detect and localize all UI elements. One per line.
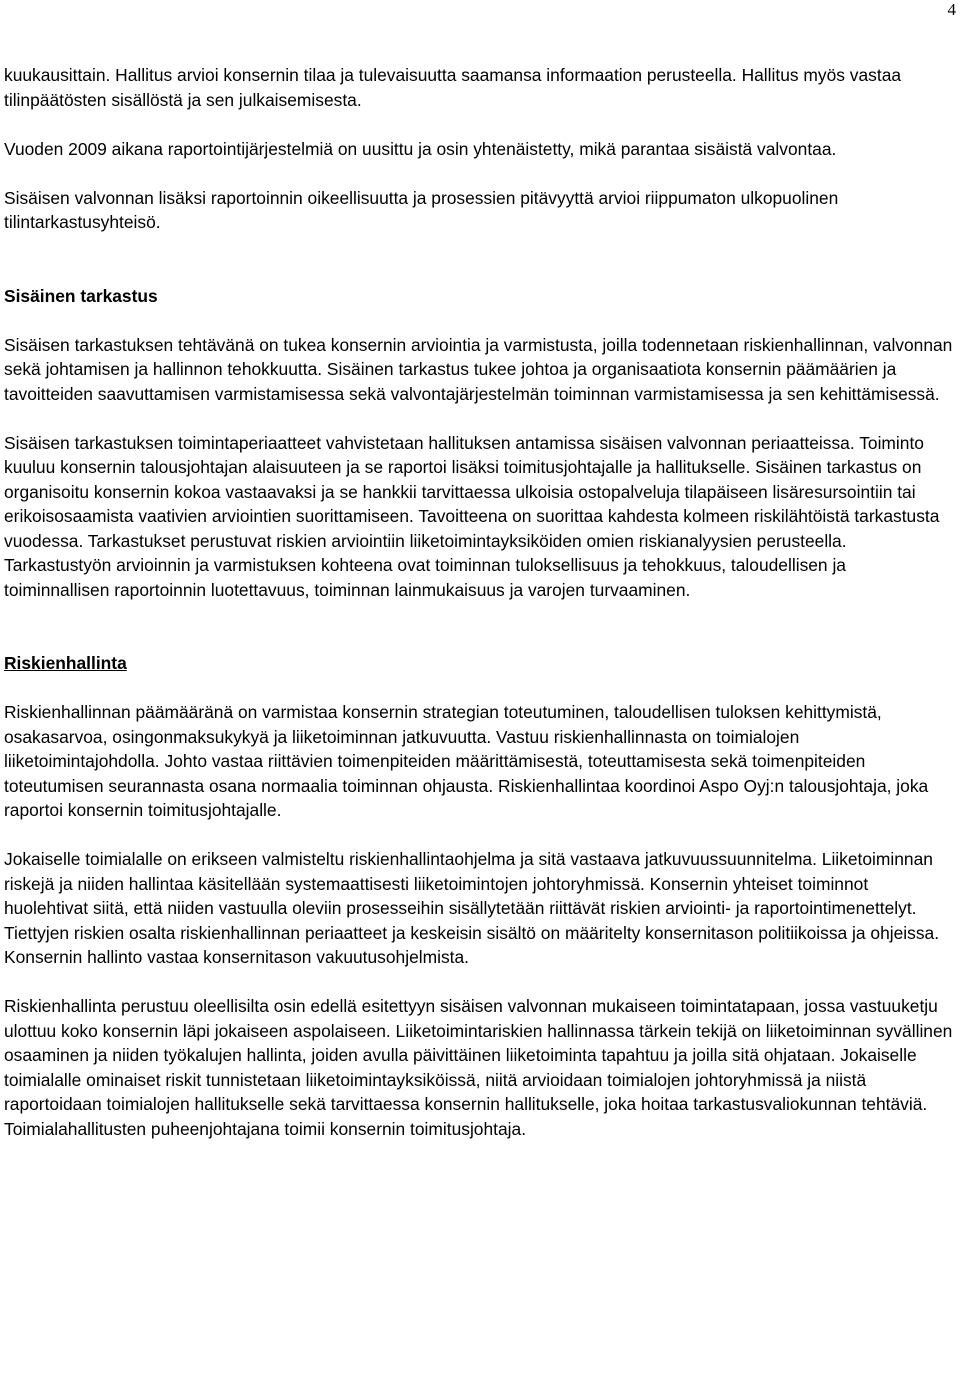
paragraph-reporting-systems: Vuoden 2009 aikana raportointijärjestelmiä on uusittu ja osin yhtenäistetty, mikä parantaa sisäistä valvontaa. xyxy=(4,138,837,159)
paragraph-risk-management-basis: Riskienhallinta perustuu oleellisilta osin edellä esitettyyn sisäisen valvonnan mukaiseen toimintatapaan, jossa vastuuketju ulottuu koko konsernin läpi jokaiseen aspolaiseen. Liiketoimintariskien hallinnassa tärkein tekijä on liiketoiminnan syvällinen osaaminen ja niiden työkalujen hallinta, joiden avulla päivittäinen liiketoiminta tapahtuu ja joilla sitä ohjataan. Jokaiselle toimialalle ominaiset riskit tunnistetaan liiketoimintayksiköissä, niitä arvioidaan toimialojen johtoryhmissä ja niistä raportoidaan toimialojen hallitukselle sekä tarvittaessa konsernin hallitukselle, joka hoitaa tarkastusvaliokunnan tehtäviä. Toimialahallitusten puheenjohtajana toimii konsernin toimitusjohtaja. xyxy=(4,996,953,1139)
paragraph-external-audit: Sisäisen valvonnan lisäksi raportoinnin oikeellisuutta ja prosessien pitävyyttä arvioi riippumaton ulkopuolinen tilintarkastusyhteisö. xyxy=(4,187,839,232)
paragraph-risk-management-program: Jokaiselle toimialalle on erikseen valmisteltu riskienhallintaohjelma ja sitä vastaava jatkuvuussuunnitelma. Liiketoiminnan riskejä ja niiden hallintaa käsitellään systemaattisesti liiketoimintojen johtoryhmissä. Konsernin yhteiset toiminnot huolehtivat siitä, että niiden vastuulla oleviin prosesseihin sisällytetään riittävät riskien arviointi- ja raportointimenettelyt. Tiettyjen riskien osalta riskienhallinnan periaatteet ja keskeisin sisältö on määritelty konsernitason politiikoissa ja ohjeissa. Konsernin hallinto vastaa konsernitason vakuutusohjelmista. xyxy=(4,849,940,967)
page-number: 4 xyxy=(947,0,956,19)
heading-risk-management: Riskienhallinta xyxy=(4,653,127,673)
paragraph-risk-management-goal: Riskienhallinnan päämääränä on varmistaa konsernin strategian toteutuminen, taloudellisen tuloksen kehittymistä, osakasarvoa, osingonmaksukykyä ja liiketoiminnan jatkuvuutta. Vastuu riskienhallinnasta on toimialojen liiketoimintajohdolla. Johto vastaa riittävien toimenpiteiden määrittämisestä, toteuttamisesta sekä toimenpiteiden toteutumisen seurannasta osana normaalia toiminnan ohjausta. Riskienhallintaa koordinoi Aspo Oyj:n talousjohtaja, joka raportoi konsernin toimitusjohtajalle. xyxy=(4,702,929,820)
document-body xyxy=(4,63,956,1166)
heading-internal-audit: Sisäinen tarkastus xyxy=(4,285,158,306)
paragraph-board-reporting: kuukausittain. Hallitus arvioi konsernin tilaa ja tulevaisuutta saamansa informaation perusteella. Hallitus myös vastaa tilinpäätösten sisällöstä ja sen julkaisemisesta. xyxy=(4,65,902,110)
paragraph-internal-audit-principles: Sisäisen tarkastuksen toimintaperiaatteet vahvistetaan hallituksen antamissa sisäisen valvonnan periaatteissa. Toiminto kuuluu konsernin talousjohtajan alaisuuteen ja se raportoi lisäksi toimitusjohtajalle ja hallitukselle. Sisäinen tarkastus on organisoitu konsernin kokoa vastaavaksi ja se hankkii tarvittaessa ulkoisia ostopalveluja tilapäiseen lisäresursointiin tai erikoisosaamista vaativien arviointien suorittamiseen. Tavoitteena on suorittaa kahdesta kolmeen riskilähtöistä tarkastusta vuodessa. Tarkastukset perustuvat riskien arviointiin liiketoimintayksiköiden omien riskianalyysien perusteella. Tarkastustyön arvioinnin ja varmistuksen kohteena ovat toiminnan tuloksellisuus ja tehokkuus, taloudellisen ja toiminnallisen raportoinnin luotettavuus, toiminnan lainmukaisuus ja varojen turvaaminen. xyxy=(4,432,940,600)
paragraph-internal-audit-purpose: Sisäisen tarkastuksen tehtävänä on tukea konsernin arviointia ja varmistusta, joilla todennetaan riskienhallinnan, valvonnan sekä johtamisen ja hallinnon tehokkuutta. Sisäinen tarkastus tukee johtoa ja organisaatiota konsernin päämäärien ja tavoitteiden saavuttamisen varmistamisessa sekä valvontajärjestelmän toiminnan varmistamisessa ja sen kehittämisessä. xyxy=(4,334,953,404)
